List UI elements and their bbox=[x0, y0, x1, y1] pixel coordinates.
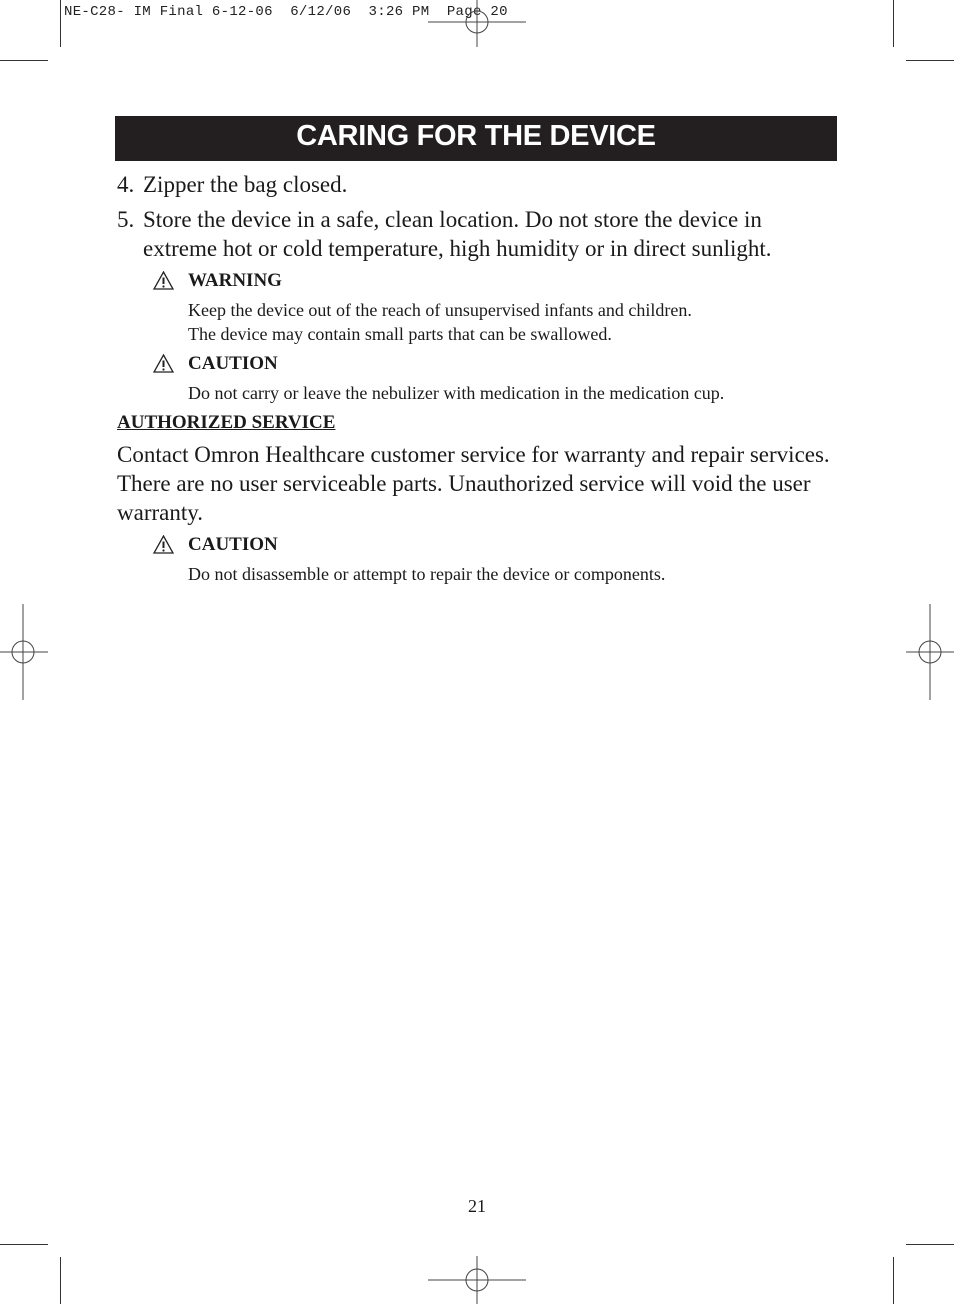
crop-mark bbox=[60, 1257, 61, 1304]
notice-label: WARNING bbox=[188, 270, 282, 291]
crop-mark bbox=[60, 0, 61, 47]
warning-triangle-icon bbox=[153, 354, 174, 373]
warning-notice bbox=[153, 270, 837, 346]
crop-mark bbox=[906, 1244, 954, 1245]
crop-mark bbox=[0, 60, 48, 61]
caution-notice bbox=[153, 353, 837, 405]
step-number: 4. bbox=[117, 172, 135, 197]
registration-mark-icon bbox=[428, 1256, 526, 1304]
notice-line: The device may contain small parts that can be swallowed. bbox=[188, 324, 612, 344]
notice-line: Do not disassemble or attempt to repair the device or components. bbox=[188, 564, 666, 584]
notice-line: Do not carry or leave the nebulizer with medication in the medication cup. bbox=[188, 383, 725, 403]
step-item bbox=[117, 205, 837, 263]
section-banner: CARING FOR THE DEVICE bbox=[115, 116, 837, 161]
crop-mark bbox=[0, 1244, 48, 1245]
registration-mark-icon bbox=[428, 0, 526, 48]
step-text: Zipper the bag closed. bbox=[143, 172, 348, 197]
step-number: 5. bbox=[117, 207, 135, 232]
registration-mark-icon bbox=[0, 604, 48, 700]
crop-mark bbox=[906, 60, 954, 61]
page-content bbox=[117, 170, 837, 586]
crop-mark bbox=[893, 0, 894, 47]
page-number: 21 bbox=[468, 1196, 486, 1216]
crop-mark bbox=[893, 1257, 894, 1304]
notice-label: CAUTION bbox=[188, 534, 278, 555]
printer-slug: NE-C28- IM Final 6-12-06 6/12/06 3:26 PM Page 20 bbox=[64, 4, 508, 20]
notice-label: CAUTION bbox=[188, 353, 278, 374]
step-item bbox=[117, 170, 837, 199]
authorized-service-text: Contact Omron Healthcare customer service for warranty and repair services. There are no user serviceable parts. Unauthorized service will void the user warranty. bbox=[117, 442, 830, 525]
notice-line: Keep the device out of the reach of unsupervised infants and children. bbox=[188, 300, 692, 320]
section-heading-authorized-service: AUTHORIZED SERVICE bbox=[117, 412, 336, 433]
warning-triangle-icon bbox=[153, 271, 174, 290]
step-text: Store the device in a safe, clean location. Do not store the device in extreme hot or cold temperature, high humidity or in direct sunlight. bbox=[143, 207, 772, 261]
caution-notice bbox=[153, 534, 837, 586]
registration-mark-icon bbox=[906, 604, 954, 700]
warning-triangle-icon bbox=[153, 535, 174, 554]
